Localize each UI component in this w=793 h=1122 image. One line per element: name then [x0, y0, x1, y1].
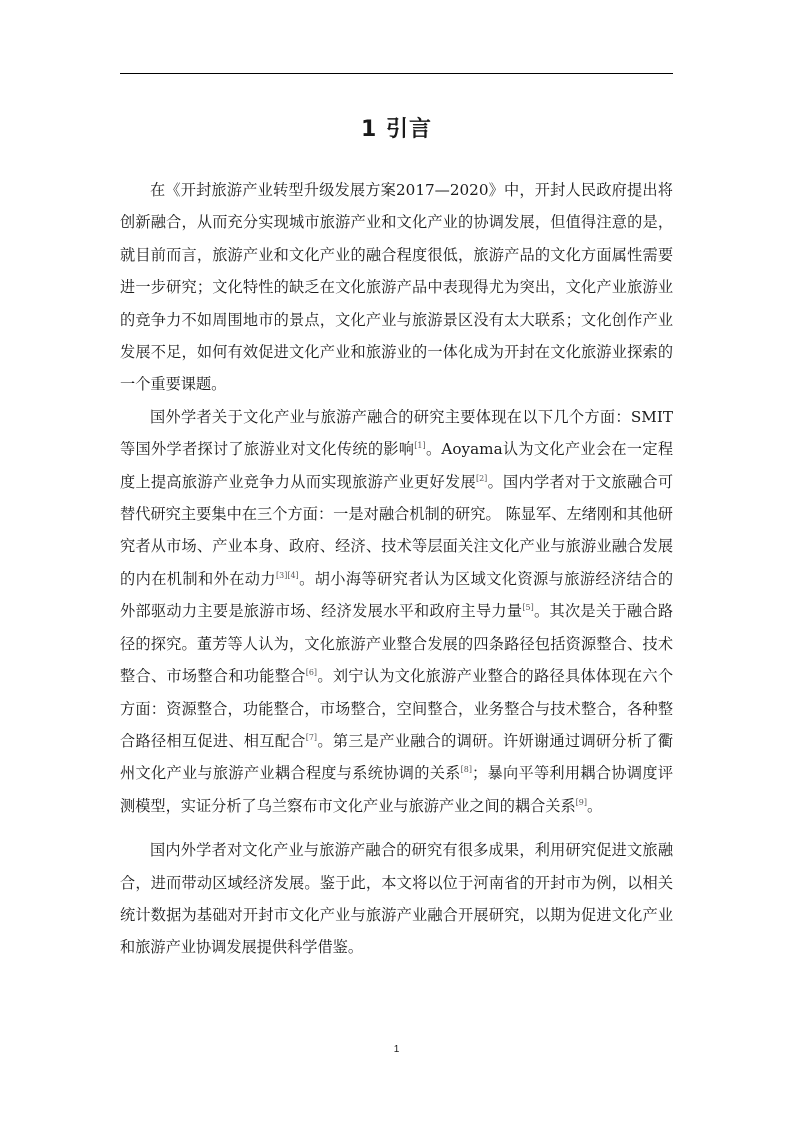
citation-mark: [2] — [475, 473, 488, 483]
section-heading: 1 引言 — [361, 117, 432, 142]
citation-mark: [6] — [305, 668, 318, 678]
text-segment: 。刘宁认为文化旅游产业整合的路径具体体现在六个方面：资源整合，功能整合，市场整合，空间整合，业务整合与技术整合，各种整合路径相互促进、相互配合 — [120, 667, 674, 750]
text-segment: ；暴向平等利用耦合协调度评测模型，实证分析了乌兰察布市文化产业与旅游产业之间的耦合关系 — [120, 764, 673, 815]
text-segment: 。第三是产业融合的调研。许妍谢通过调研分析了衢州文化产业与旅游产业耦合程度与系统协调的关系 — [120, 731, 674, 783]
text-segment: 国外学者关于文化产业与旅游产融合的研究主要体现在以下几个方面：SMIT等国外学者探讨了旅游业对文化传统的影响 — [120, 407, 673, 459]
text-segment: 。Aoyama认为文化产业会在一定程度上提高旅游产业竞争力从而实现旅游产业更好发展 — [120, 440, 674, 491]
text-segment: 。 — [586, 796, 603, 815]
citation-mark: [9] — [575, 797, 587, 807]
header-rule — [120, 73, 673, 74]
citation-mark: [7] — [305, 732, 318, 742]
citation-mark: [3][4] — [275, 570, 299, 580]
citation-mark: [1] — [414, 441, 426, 451]
paragraph-3 — [120, 834, 673, 964]
text-segment: 。国内学者对于文旅融合可替代研究主要集中在三个方面：一是对融合机制的研究。 陈显军、左绪刚和其他研究者从市场、产业本身、政府、经济、技术等层面关注文化产业与旅游业融合发展的内在机制和外在动力 — [120, 472, 674, 588]
citation-mark: [8] — [460, 765, 472, 775]
text-segment: 。胡小海等研究者认为区域文化资源与旅游经济结合的外部驱动力主要是旅游市场、经济发展水平和政府主导力量 — [120, 569, 674, 621]
text-segment: 在《开封旅游产业转型升级发展方案2017—2020》中，开封人民政府提出将创新融合，从而充分实现城市旅游产业和文化产业的协调发展，但值得注意的是，就目前而言，旅游产业和文化产业的融合程度很低，旅游产品的文化方面属性需要进一步研究；文化特性的缺乏在文化旅游产品中表现得尤为突出，文化产业旅游业的竞争力不如周围地市的景点，文化产业与旅游景区没有太大联系；文化创作产业发展不足，如何有效促进文化产业和旅游业的一体化成为开封在文化旅游业探索的一个重要课题。 — [120, 181, 673, 394]
text-segment: 国内外学者对文化产业与旅游产融合的研究有很多成果，利用研究促进文旅融合，进而带动区域经济发展。鉴于此，本文将以位于河南省的开封市为例，以相关统计数据为基础对开封市文化产业与旅游产业融合开展研究，以期为促进文化产业和旅游产业协调发展提供科学借鉴。 — [120, 841, 673, 957]
paragraph-1 — [120, 174, 673, 401]
body-text — [120, 174, 673, 964]
citation-mark: [5] — [522, 603, 534, 613]
page-number: 1 — [393, 1044, 400, 1055]
text-segment: 。其次是关于融合路径的探究。董芳等人认为，文化旅游产业整合发展的四条路径包括资源整合、技术整合、市场整合和功能整合 — [120, 602, 674, 686]
paragraph-2 — [120, 401, 673, 822]
